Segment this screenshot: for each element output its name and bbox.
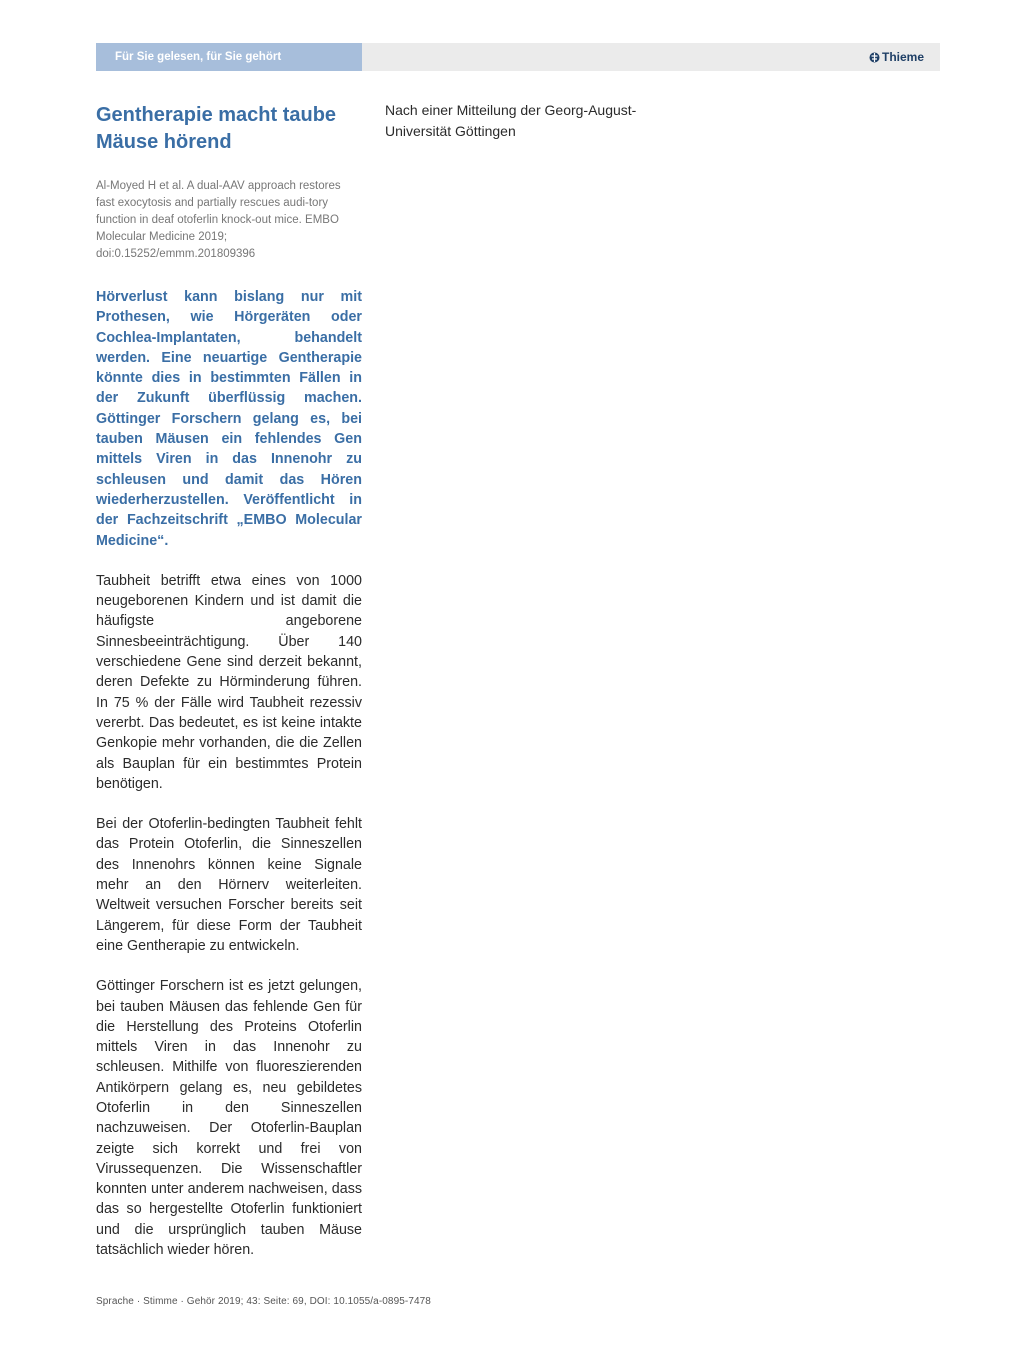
- article-title: Gentherapie macht taube Mäuse hörend: [96, 104, 337, 153]
- publisher-name: Thieme: [881, 50, 924, 64]
- publisher-logo: [869, 43, 924, 71]
- section-label: Für Sie gelesen, für Sie gehört: [96, 43, 362, 71]
- source-note: Nach einer Mitteilung der Georg-August-Universität Göttingen: [385, 102, 637, 139]
- body-paragraph-2: Bei der Otoferlin-bedingten Taubheit fehlt das Protein Otoferlin, die Sinneszellen des Innenohrs können keine Signale mehr an den Hörnerv weiterleiten. Weltweit versuchen Forscher bereits seit Längerem, für diese Form der Taubheit eine Gentherapie zu entwickeln.: [96, 816, 362, 954]
- body-paragraph-1: Taubheit betrifft etwa eines von 1000 neugeborenen Kindern und ist damit die häufigste angeborene Sinnesbeeinträchtigung. Über 140 verschiedene Gene sind derzeit bekannt, deren Defekte zu Hörminderung führen. In 75 % der Fälle wird Taubheit rezessiv vererbt. Das bedeutet, es ist keine intakte Genkopie mehr vorhanden, die die Zellen als Bauplan für ein bestimmtes Protein benötigen.: [96, 572, 362, 792]
- footer-citation: Sprache · Stimme · Gehör 2019; 43: Seite: 69, DOI: 10.1055/a-0895-7478: [96, 1296, 431, 1307]
- right-column: [385, 100, 685, 142]
- article-lead: Hörverlust kann bislang nur mit Prothesen, wie Hörgeräten oder Cochlea-Implantaten, behandelt werden. Eine neuartige Gentherapie könnte dies in bestimmten Fällen in der Zukunft überflüssig machen. Göttinger Forschern gelang es, bei tauben Mäusen ein fehlendes Gen mittels Viren in das Innenohr zu schleusen und damit das Hören wiederherzustellen. Veröffentlicht in der Fachzeitschrift „EMBO Molecular Medicine“.: [96, 289, 362, 549]
- left-column: [96, 102, 362, 1260]
- header-bar: [96, 43, 940, 71]
- thieme-logo-icon: [869, 51, 880, 64]
- body-paragraph-3: Göttinger Forschern ist es jetzt gelungen, bei tauben Mäusen das fehlende Gen für die Herstellung des Proteins Otoferlin mittels Viren in das Innenohr zu schleusen. Mithilfe von fluoreszierenden Antikörpern gelang es, neu gebildetes Otoferlin in den Sinneszellen nachzuweisen. Der Otoferlin-Bauplan zeigte sich korrekt und frei von Virussequenzen. Die Wissenschaftler konnten unter anderem nachweisen, dass das so hergestellte Otoferlin funktioniert und die ursprünglich tauben Mäuse tatsächlich wieder hören.: [96, 978, 362, 1259]
- article-reference: Al-Moyed H et al. A dual-AAV approach restores fast exocytosis and partially rescues audi-tory function in deaf otoferlin knock-out mice. EMBO Molecular Medicine 2019; doi:0.15252/emmm.201809396: [96, 180, 341, 260]
